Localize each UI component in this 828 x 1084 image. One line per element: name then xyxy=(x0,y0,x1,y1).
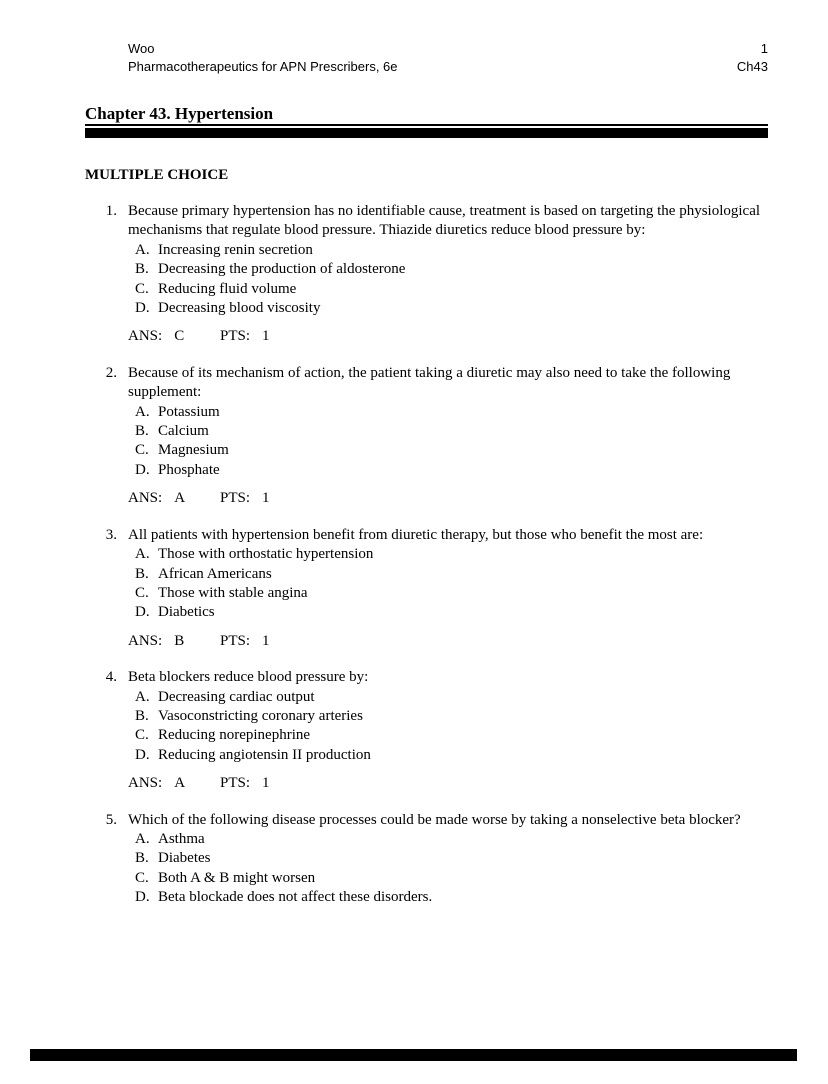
option-letter: C. xyxy=(135,442,149,459)
option-text: Potassium xyxy=(158,403,220,420)
option-letter: A. xyxy=(135,688,150,705)
option-text: Decreasing cardiac output xyxy=(158,688,315,705)
option-text: Increasing renin secretion xyxy=(158,241,313,258)
option-row xyxy=(135,584,768,603)
question-text: Because primary hypertension has no identifiable cause, treatment is based on targeting the physiological mechanisms that regulate blood pressure. Thiazide diuretics reduce blood pressure by: xyxy=(128,203,761,239)
answer-group xyxy=(128,774,220,793)
option-row xyxy=(135,299,768,318)
option-letter: D. xyxy=(135,604,150,621)
option-letter: D. xyxy=(135,461,150,478)
option-row xyxy=(135,545,768,564)
question-body xyxy=(128,364,768,509)
option-letter: A. xyxy=(135,546,150,563)
option-row xyxy=(135,461,768,480)
option-letter: B. xyxy=(135,261,149,278)
question-list xyxy=(85,202,768,925)
option-row xyxy=(135,726,768,745)
option-list xyxy=(128,545,768,623)
option-letter: D. xyxy=(135,746,150,763)
option-text: Reducing fluid volume xyxy=(158,280,297,297)
question-body xyxy=(128,668,768,793)
header-chapter-code: Ch43 xyxy=(736,59,768,74)
points-label: PTS: xyxy=(220,490,251,507)
option-letter: C. xyxy=(135,727,149,744)
points-value: 1 xyxy=(262,328,270,345)
option-letter: D. xyxy=(135,300,150,317)
question-body xyxy=(128,526,768,651)
answer-group xyxy=(128,327,220,346)
option-row xyxy=(135,422,768,441)
option-letter: A. xyxy=(135,241,150,258)
option-text: Magnesium xyxy=(158,442,229,459)
option-list xyxy=(128,688,768,766)
chapter-title-rule xyxy=(85,128,768,138)
question-text: All patients with hypertension benefit from diuretic therapy, but those who benefit the most are: xyxy=(128,526,704,543)
question-number: 1. xyxy=(105,203,117,219)
option-letter: B. xyxy=(135,565,149,582)
question-number: 5. xyxy=(105,811,117,828)
option-text: Beta blockade does not affect these disorders. xyxy=(158,889,433,906)
option-letter: B. xyxy=(135,423,149,440)
header-book-title: Pharmacotherapeutics for APN Prescribers, 6e xyxy=(128,59,398,74)
points-value: 1 xyxy=(262,632,270,649)
option-letter: A. xyxy=(135,830,150,847)
header-page-number: 1 xyxy=(760,41,768,56)
option-text: Those with stable angina xyxy=(158,584,308,601)
chapter-title: Chapter 43. Hypertension xyxy=(85,104,768,126)
option-row xyxy=(135,888,768,907)
question-item xyxy=(85,202,768,347)
question-item xyxy=(85,811,768,908)
answer-value: B xyxy=(174,632,185,649)
question-number: 3. xyxy=(105,526,117,543)
option-row xyxy=(135,869,768,888)
option-row xyxy=(135,688,768,707)
option-letter: B. xyxy=(135,707,149,724)
option-text: Vasoconstricting coronary arteries xyxy=(158,707,363,724)
answer-row xyxy=(128,489,768,508)
points-label: PTS: xyxy=(220,775,251,792)
option-row xyxy=(135,746,768,765)
question-number: 4. xyxy=(105,669,117,686)
option-letter: B. xyxy=(135,850,149,867)
option-letter: C. xyxy=(135,869,149,886)
question-item xyxy=(85,364,768,509)
answer-value: A xyxy=(174,775,186,792)
option-list xyxy=(128,403,768,481)
option-text: Reducing angiotensin II production xyxy=(158,746,371,763)
running-header-right xyxy=(737,40,768,76)
question-number: 2. xyxy=(105,364,117,381)
option-row xyxy=(135,707,768,726)
option-letter: C. xyxy=(135,584,149,601)
option-text: Diabetes xyxy=(158,850,211,867)
question-item xyxy=(85,668,768,793)
option-row xyxy=(135,403,768,422)
section-heading: MULTIPLE CHOICE xyxy=(85,167,229,183)
answer-label: ANS: xyxy=(128,632,163,649)
option-row xyxy=(135,441,768,460)
option-list xyxy=(128,241,768,319)
answer-label: ANS: xyxy=(128,490,163,507)
running-header-left xyxy=(128,40,398,76)
answer-value: C xyxy=(174,328,185,345)
option-row xyxy=(135,241,768,260)
answer-row xyxy=(128,774,768,793)
header-author: Woo xyxy=(128,41,155,56)
chapter-heading-block xyxy=(85,104,768,138)
question-item xyxy=(85,526,768,651)
option-text: Calcium xyxy=(158,423,209,440)
option-text: Decreasing blood viscosity xyxy=(158,300,321,317)
option-text: Diabetics xyxy=(158,604,215,621)
points-value: 1 xyxy=(262,490,270,507)
option-text: Those with orthostatic hypertension xyxy=(158,546,374,563)
points-label: PTS: xyxy=(220,328,251,345)
question-body xyxy=(128,202,768,347)
question-text: Beta blockers reduce blood pressure by: xyxy=(128,669,369,686)
option-letter: D. xyxy=(135,889,150,906)
answer-group xyxy=(128,632,220,651)
points-label: PTS: xyxy=(220,632,251,649)
question-body xyxy=(128,811,768,908)
option-row xyxy=(135,603,768,622)
option-text: Phosphate xyxy=(158,461,220,478)
option-letter: A. xyxy=(135,403,150,420)
answer-row xyxy=(128,632,768,651)
page-bottom-rule xyxy=(30,1049,797,1061)
option-row xyxy=(135,830,768,849)
question-text: Which of the following disease processes could be made worse by taking a nonselective beta blocker? xyxy=(128,811,741,828)
option-text: African Americans xyxy=(158,565,272,582)
answer-group xyxy=(128,489,220,508)
option-text: Reducing norepinephrine xyxy=(158,727,311,744)
answer-label: ANS: xyxy=(128,775,163,792)
option-text: Both A & B might worsen xyxy=(158,869,316,886)
option-row xyxy=(135,849,768,868)
option-row xyxy=(135,260,768,279)
answer-value: A xyxy=(174,490,186,507)
option-text: Asthma xyxy=(158,830,205,847)
option-letter: C. xyxy=(135,280,149,297)
points-value: 1 xyxy=(262,775,270,792)
option-row xyxy=(135,280,768,299)
answer-row xyxy=(128,327,768,346)
option-row xyxy=(135,565,768,584)
question-text: Because of its mechanism of action, the patient taking a diuretic may also need to take the following supplement: xyxy=(128,364,731,401)
option-text: Decreasing the production of aldosterone xyxy=(158,261,406,278)
option-list xyxy=(128,830,768,908)
answer-label: ANS: xyxy=(128,328,163,345)
